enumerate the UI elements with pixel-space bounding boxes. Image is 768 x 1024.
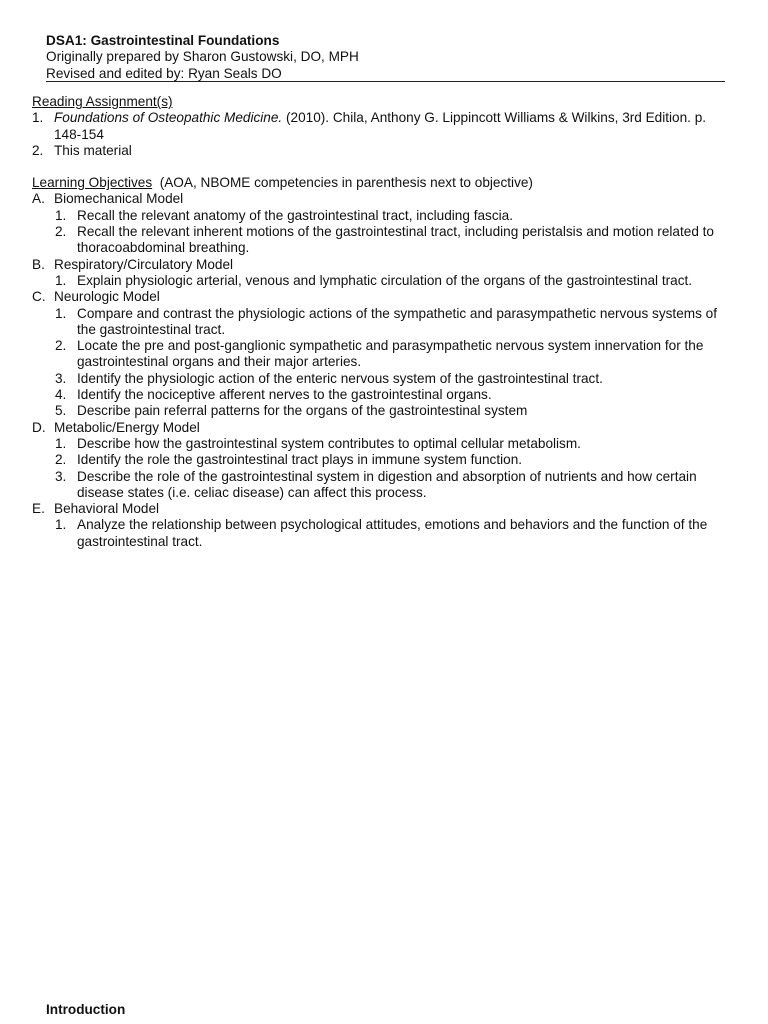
objective-text: Identify the role the gastrointestinal tract plays in immune system function. bbox=[77, 452, 523, 468]
introduction-heading: Introduction bbox=[46, 1002, 126, 1017]
list-marker: 3. bbox=[55, 468, 67, 484]
objective-text: Identify the physiologic action of the enteric nervous system of the gastrointestinal tract. bbox=[77, 370, 603, 386]
section-label: Respiratory/Circulatory Model bbox=[54, 256, 234, 272]
section-marker: E. bbox=[32, 501, 45, 517]
section-label: Metabolic/Energy Model bbox=[54, 419, 200, 435]
list-marker: 2. bbox=[55, 452, 67, 468]
objective-section bbox=[32, 420, 732, 436]
section-marker: C. bbox=[32, 289, 46, 305]
objective-item bbox=[32, 387, 732, 403]
reading-book-title: Foundations of Osteopathic Medicine. bbox=[54, 110, 283, 126]
objective-text: Analyze the relationship between psychological attitudes, emotions and behaviors and the function of the gastrointestinal tract. bbox=[77, 517, 708, 549]
objective-section bbox=[32, 191, 732, 207]
document-header bbox=[46, 33, 726, 82]
objective-item bbox=[32, 208, 732, 224]
list-marker: 2. bbox=[32, 142, 44, 158]
section-label: Neurologic Model bbox=[54, 289, 160, 305]
document-body bbox=[32, 94, 732, 550]
section-marker: B. bbox=[32, 256, 45, 272]
objective-item bbox=[32, 403, 732, 419]
learning-objectives-heading-line bbox=[32, 175, 732, 191]
list-marker: 5. bbox=[55, 403, 67, 419]
learning-objectives-heading: Learning Objectives bbox=[32, 175, 153, 191]
objective-section bbox=[32, 257, 732, 273]
objective-text: Identify the nociceptive afferent nerves to the gastrointestinal organs. bbox=[77, 387, 492, 403]
section-label: Biomechanical Model bbox=[54, 191, 184, 207]
reading-item-text: (2010). Chila, Anthony G. Lippincott Williams & Wilkins, 3rd Edition. p. 148-154 bbox=[54, 110, 707, 142]
objective-item bbox=[32, 338, 732, 371]
section-marker: D. bbox=[32, 419, 46, 435]
list-marker: 1. bbox=[55, 435, 67, 451]
prepared-by-line: Originally prepared by Sharon Gustowski, DO, MPH bbox=[46, 49, 359, 65]
list-marker: 4. bbox=[55, 387, 67, 403]
reading-item bbox=[32, 110, 732, 143]
list-marker: 1. bbox=[55, 207, 67, 223]
reading-item bbox=[32, 143, 732, 159]
document-title: DSA1: Gastrointestinal Foundations bbox=[46, 33, 280, 48]
objective-item bbox=[32, 273, 732, 289]
list-marker: 3. bbox=[55, 370, 67, 386]
objective-item bbox=[32, 517, 732, 550]
objective-item bbox=[32, 436, 732, 452]
objective-text: Recall the relevant anatomy of the gastrointestinal tract, including fascia. bbox=[77, 207, 513, 223]
reading-assignment-heading: Reading Assignment(s) bbox=[32, 94, 173, 109]
list-marker: 2. bbox=[55, 338, 67, 354]
revised-by-line: Revised and edited by: Ryan Seals DO bbox=[46, 65, 282, 81]
section-label: Behavioral Model bbox=[54, 501, 160, 517]
list-marker: 1. bbox=[32, 110, 44, 126]
objective-text: Locate the pre and post-ganglionic sympathetic and parasympathetic nervous system innervation for the gastrointestinal organs and their major arteries. bbox=[77, 338, 704, 370]
objective-text: Describe the role of the gastrointestinal system in digestion and absorption of nutrients and how certain disease states (i.e. celiac disease) can affect this process. bbox=[77, 468, 697, 500]
objective-text: Explain physiologic arterial, venous and lymphatic circulation of the organs of the gastrointestinal tract. bbox=[77, 272, 693, 288]
objective-text: Describe pain referral patterns for the organs of the gastrointestinal system bbox=[77, 403, 528, 419]
objective-item bbox=[32, 452, 732, 468]
list-marker: 1. bbox=[55, 272, 67, 288]
list-marker: 1. bbox=[55, 305, 67, 321]
header-divider bbox=[46, 81, 725, 82]
section-marker: A. bbox=[32, 191, 45, 207]
objective-item bbox=[32, 306, 732, 339]
objective-text: Describe how the gastrointestinal system contributes to optimal cellular metabolism. bbox=[77, 435, 581, 451]
objective-section bbox=[32, 289, 732, 305]
reading-item-text: This material bbox=[54, 142, 132, 158]
objective-item bbox=[32, 469, 732, 502]
objective-item bbox=[32, 371, 732, 387]
paragraph-gap bbox=[32, 159, 732, 175]
list-marker: 2. bbox=[55, 224, 67, 240]
learning-objectives-note: (AOA, NBOME competencies in parenthesis next to objective) bbox=[152, 175, 533, 191]
objective-text: Compare and contrast the physiologic actions of the sympathetic and parasympathetic nervous systems of the gastrointestinal tract. bbox=[77, 305, 717, 337]
list-marker: 1. bbox=[55, 517, 67, 533]
objective-item bbox=[32, 224, 732, 257]
objective-section bbox=[32, 501, 732, 517]
objective-text: Recall the relevant inherent motions of the gastrointestinal tract, including peristalsis and motion related to thoracoabdominal breathing. bbox=[77, 224, 714, 256]
